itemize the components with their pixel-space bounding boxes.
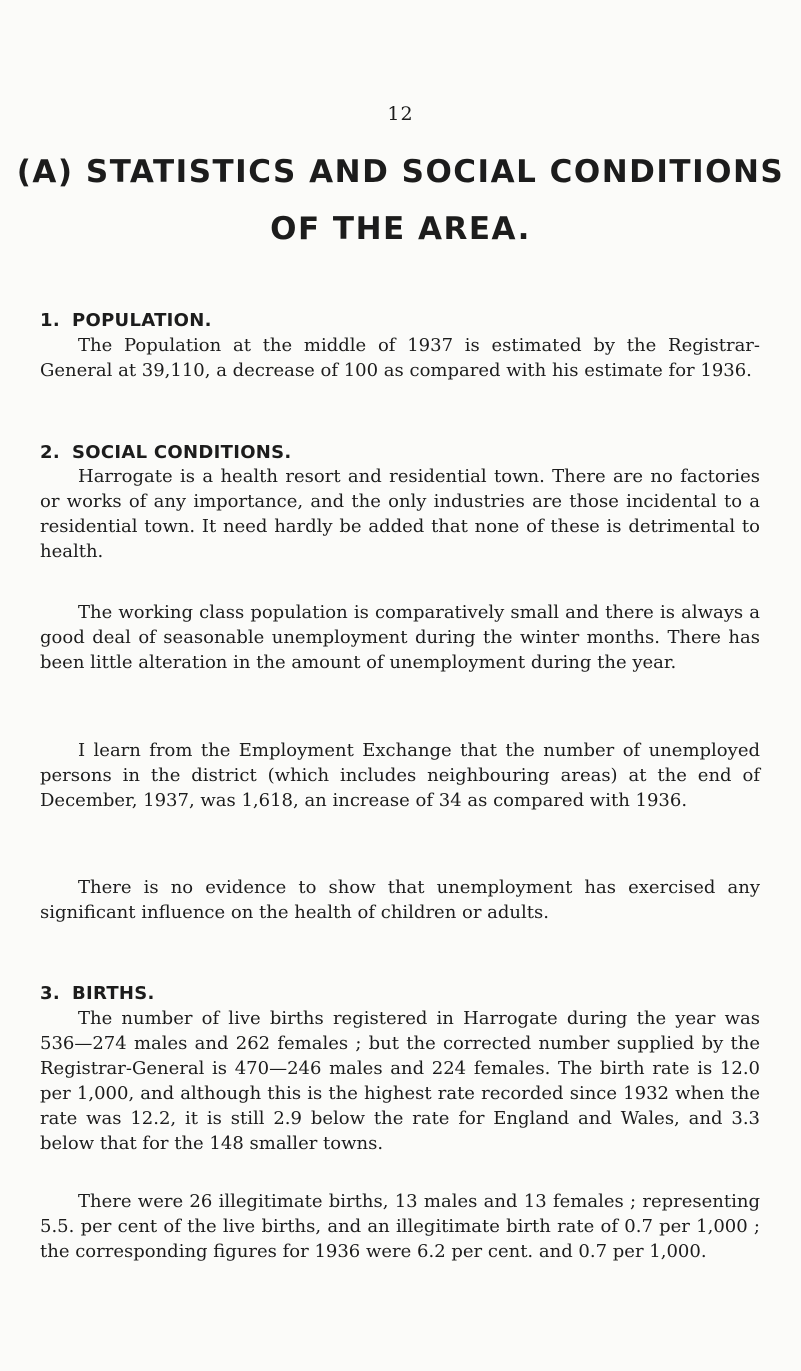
- section-title: POPULATION.: [71, 310, 212, 331]
- page-title-line-2: OF THE AREA.: [270, 211, 531, 247]
- page-title-line-1: (A) STATISTICS AND SOCIAL CONDITIONS: [16, 154, 785, 190]
- section-number: 3.: [40, 983, 60, 1004]
- paragraph-social-conditions-3: I learn from the Employment Exchange that the number of unemployed persons in the district (which includes neighbouring areas) at the end of December, 1937, was 1,618, an increase of 34 as compared with 1936.: [40, 740, 760, 811]
- section-number: 1.: [40, 310, 60, 331]
- section-title: SOCIAL CONDITIONS.: [71, 442, 292, 463]
- section-title: BIRTHS.: [71, 983, 155, 1004]
- section-heading-births: [40, 983, 155, 1004]
- paragraph-population: The Population at the middle of 1937 is estimated by the Registrar-General at 39,110, a decrease of 100 as compared with his estimate for 1936.: [40, 335, 760, 381]
- section-heading-population: [40, 310, 212, 331]
- paragraph-social-conditions-1: Harrogate is a health resort and residential town. There are no factories or works of any importance, and the only industries are those incidental to a residential town. It need hardly be added that none of these is detrimental to health.: [40, 466, 760, 562]
- paragraph-births-1: The number of live births registered in Harrogate during the year was 536—274 males and 262 females ; but the corrected number supplied by the Registrar-General is 470—246 males and 224 females. The birth rate is 12.0 per 1,000, and although this is the highest rate recorded since 1932 when the rate was 12.2, it is still 2.9 below the rate for England and Wales, and 3.3 below that for the 148 smaller towns.: [40, 1008, 760, 1154]
- paragraph-social-conditions-4: There is no evidence to show that unemployment has exercised any significant influence on the health of children or adults.: [40, 877, 760, 923]
- paragraph-births-2: There were 26 illegitimate births, 13 males and 13 females ; representing 5.5. per cent of the live births, and an illegitimate birth rate of 0.7 per 1,000 ; the corresponding figures for 1936 were 6.2 per cent. and 0.7 per 1,000.: [40, 1191, 760, 1262]
- page-number: 12: [387, 103, 414, 125]
- section-heading-social-conditions: [40, 442, 292, 463]
- section-number: 2.: [40, 442, 60, 463]
- paragraph-social-conditions-2: The working class population is comparatively small and there is always a good deal of seasonable unemployment during the winter months. There has been little alteration in the amount of unemployment during the year.: [40, 602, 760, 673]
